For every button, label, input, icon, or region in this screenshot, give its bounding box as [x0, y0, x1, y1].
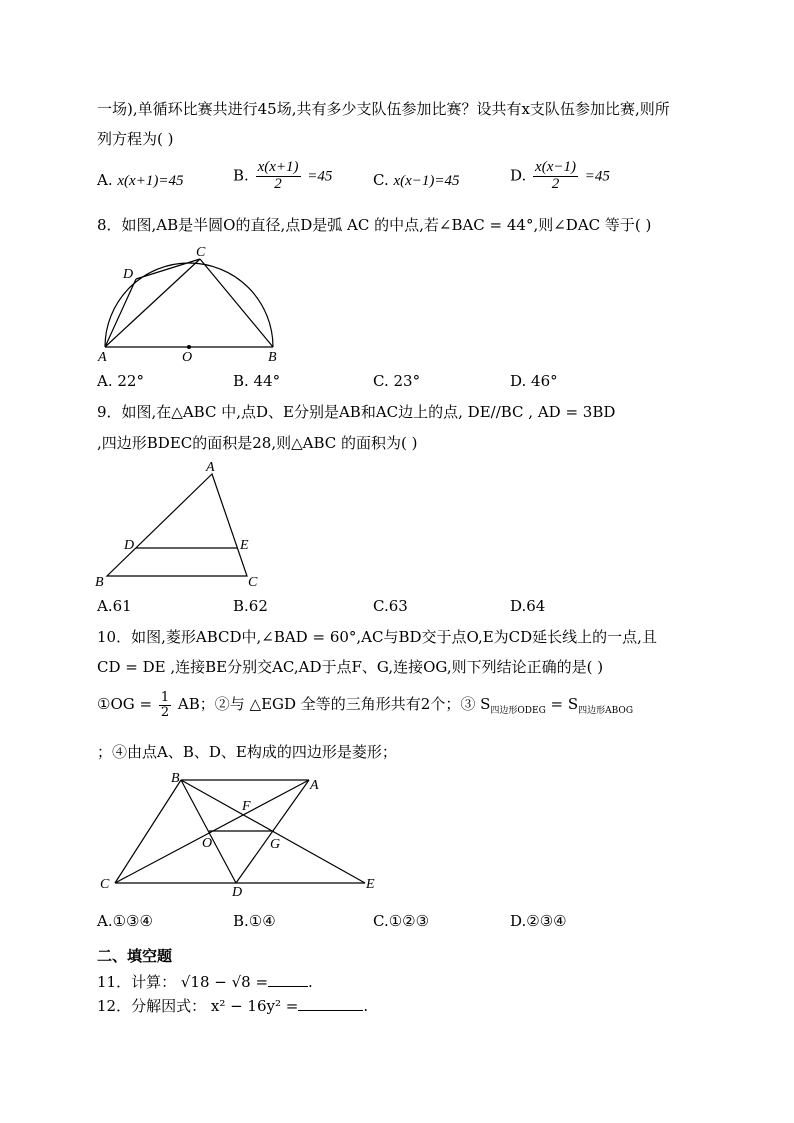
segment-bc — [115, 780, 181, 883]
label-d: D — [123, 267, 134, 282]
fraction-numerator: x(x−1) — [535, 159, 576, 175]
label-c: C — [248, 575, 258, 590]
q9-line2: ,四边形BDEC的面积是28,则△ABC 的面积为( ) — [97, 434, 418, 452]
option-expression: x(x+1)=45 — [117, 173, 184, 189]
label-g: G — [270, 837, 281, 852]
center-point-o — [187, 345, 191, 349]
answer-blank[interactable] — [298, 998, 363, 1011]
subscript-odeg: 四边形ODEG — [490, 706, 546, 717]
option-expression: x(x−1)=45 — [393, 173, 460, 189]
statement-text: AB；②与 △EGD 全等的三角形共有2个；③ S — [177, 695, 491, 714]
option-label: D. — [510, 166, 527, 185]
label-e: E — [366, 877, 375, 892]
option-label: C. — [373, 171, 389, 189]
q10-option-d: D.②③④ — [510, 912, 567, 930]
section-title: 二、填空题 — [97, 947, 173, 965]
q10-option-c: C.①②③ — [373, 912, 430, 930]
q9-option-a: A.61 — [97, 597, 132, 615]
q10-option-b: B.①④ — [233, 912, 276, 930]
q9-option-d: D.64 — [510, 597, 546, 615]
q12-line — [97, 995, 368, 1016]
answer-blank[interactable] — [268, 974, 308, 987]
q8-option-c: C. 23° — [373, 372, 421, 390]
segment-ac — [105, 259, 200, 347]
q10-statements — [97, 691, 633, 719]
q9-line1: 9．如图,在△ABC 中,点D、E分别是AB和AC边上的点, DE//BC , AD = 3BD — [97, 403, 616, 421]
label-a: A — [98, 350, 107, 365]
q12-end: . — [363, 997, 369, 1015]
segment-dc — [136, 259, 200, 279]
q10-line2: CD = DE ,连接BE分别交AC,AD于点F、G,连接OG,则下列结论正确的是( ) — [97, 658, 604, 676]
triangle-abc — [107, 474, 247, 576]
label-b: B — [95, 575, 104, 590]
fraction-numerator: 1 — [160, 690, 170, 705]
segment-bc — [200, 259, 273, 347]
fraction — [533, 160, 578, 193]
q11-text: 11．计算： √18 − √8 = — [97, 973, 269, 991]
q12-text: 12．分解因式： x² − 16y² = — [97, 997, 299, 1015]
q10-line1: 10．如图,菱形ABCD中,∠BAD = 60°,AC与BD交于点O,E为CD延长线上的一点,且 — [97, 628, 657, 646]
fraction-numerator: x(x+1) — [257, 159, 299, 175]
q8-option-d: D. 46° — [510, 372, 558, 390]
option-label: A. — [97, 171, 113, 189]
q7-line1: 一场),单循环比赛共进行45场,共有多少支队伍参加比赛？设共有x支队伍参加比赛,则所 — [97, 100, 670, 118]
q7-option-c — [373, 171, 460, 190]
q10-option-a: A.①③④ — [97, 912, 153, 930]
segment-ad — [105, 279, 136, 347]
q11-line — [97, 971, 313, 992]
fraction-denominator: 2 — [160, 704, 170, 720]
q8-option-a: A. 22° — [97, 372, 144, 390]
q8-stem: 8．如图,AB是半圆O的直径,点D是弧 AC 的中点,若∠BAC = 44°,则∠DAC 等于( ) — [97, 216, 652, 234]
label-e: E — [240, 538, 249, 553]
q11-end: . — [308, 973, 313, 991]
q8-figure-semicircle — [90, 240, 290, 365]
q9-option-b: B.62 — [233, 597, 268, 615]
label-a: A — [310, 778, 319, 793]
q10-line4: ；④由点A、B、D、E构成的四边形是菱形； — [97, 743, 397, 761]
equals-s: = S — [545, 695, 579, 714]
label-a: A — [206, 460, 215, 475]
q7-option-d — [510, 160, 610, 193]
label-d: D — [124, 538, 135, 553]
label-c: C — [100, 877, 110, 892]
label-d: D — [232, 885, 243, 900]
q7-option-a — [97, 171, 183, 190]
label-o: O — [202, 836, 213, 851]
label-f: F — [242, 799, 251, 814]
fraction — [256, 160, 301, 193]
subscript-abog: 四边形ABOG — [578, 706, 634, 717]
q8-option-b: B. 44° — [233, 372, 281, 390]
statement-1-prefix: ①OG = — [97, 695, 153, 714]
fraction-denominator: 2 — [551, 175, 560, 192]
label-c: C — [196, 245, 206, 260]
option-label: B. — [233, 166, 249, 185]
q10-figure-rhombus — [95, 770, 385, 900]
label-b: B — [171, 771, 180, 786]
fraction-one-half — [159, 691, 171, 719]
q9-figure-triangle — [90, 458, 270, 590]
q7-option-b — [233, 160, 332, 193]
label-b: B — [268, 350, 277, 365]
fraction-denominator: 2 — [274, 175, 282, 192]
q7-line2: 列方程为( ) — [97, 130, 174, 148]
option-rhs: =45 — [307, 168, 333, 185]
q9-option-c: C.63 — [373, 597, 408, 615]
label-o: O — [182, 350, 193, 365]
option-rhs: =45 — [584, 168, 610, 185]
